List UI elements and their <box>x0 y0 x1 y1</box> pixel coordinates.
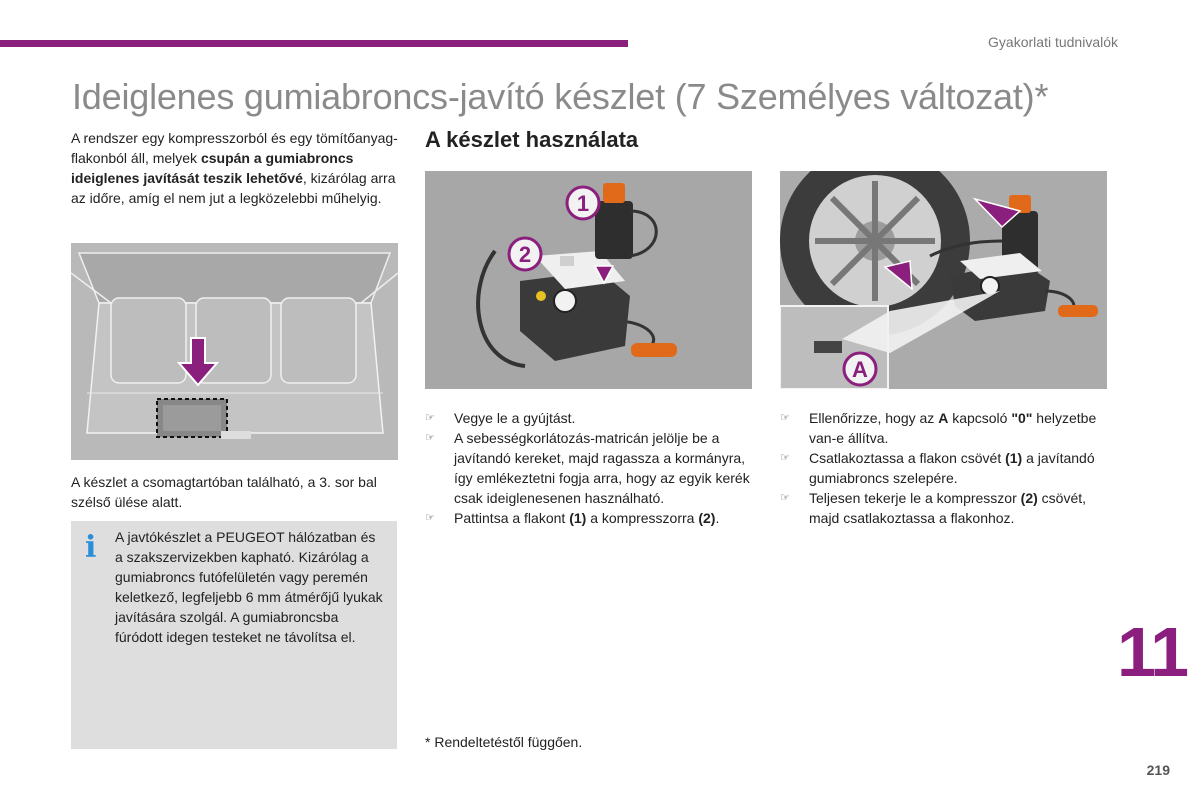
step-bold: (1) <box>569 510 587 526</box>
step-text: Teljesen tekerje le a kompresszor <box>809 490 1021 506</box>
pointing-hand-icon: ☞ <box>425 511 435 524</box>
step-text: a kompresszorra <box>586 510 699 526</box>
list-item <box>780 408 1110 448</box>
page-number: 219 <box>1146 762 1170 778</box>
info-icon: i <box>85 530 97 565</box>
step-bold: "0" <box>1011 410 1033 426</box>
list-item <box>780 488 1110 528</box>
step-text: Pattintsa a flakont <box>454 510 570 526</box>
list-item <box>425 508 755 528</box>
list-item <box>780 448 1110 488</box>
chapter-number: 11 <box>1117 613 1187 691</box>
pointing-hand-icon: ☞ <box>780 451 790 464</box>
footnote: * Rendeltetéstől függően. <box>425 734 583 750</box>
intro-paragraph <box>71 128 401 208</box>
step-bold: (1) <box>1005 450 1023 466</box>
figure2-label-a: A <box>852 357 868 382</box>
step-text: Csatlakoztassa a flakon csövét <box>809 450 1006 466</box>
step-bold: (2) <box>698 510 716 526</box>
step-bold: (2) <box>1020 490 1038 506</box>
trunk-caption: A készlet a csomagtartóban található, a 3. sor bal szélső ülése alatt. <box>71 474 377 510</box>
step-text: . <box>715 510 720 526</box>
step-text: a javítandó gumiabroncs szelepére. <box>809 450 1095 486</box>
pointing-hand-icon: ☞ <box>780 411 790 424</box>
step-text: kapcsoló <box>948 410 1012 426</box>
info-box <box>71 521 397 749</box>
step-text: helyzetbe van-e állítva. <box>809 410 1097 446</box>
step-text: csövét, majd csatlakoztassa a flakonhoz. <box>809 490 1087 526</box>
section-title: Gyakorlati tudnivalók <box>988 34 1118 50</box>
list-item <box>425 408 755 428</box>
header-accent-bar <box>0 40 628 47</box>
step-text: Vegye le a gyújtást. <box>454 410 576 426</box>
step-text: A sebességkorlátozás-matricán jelölje be a javítandó kereket, majd ragassza a kormányra, így emlékeztetni fogja arra, hogy az egyik kerék csak ideiglenesenen használható. <box>454 430 750 506</box>
steps-list-left <box>425 408 755 528</box>
pointing-hand-icon: ☞ <box>425 431 435 444</box>
figure1-label-1: 1 <box>576 191 590 216</box>
step-bold: A <box>938 410 949 426</box>
trunk-illustration <box>71 243 398 460</box>
list-item <box>425 428 755 508</box>
figure1-label-2: 2 <box>518 242 532 267</box>
tyre-connection-illustration <box>780 171 1107 389</box>
pointing-hand-icon: ☞ <box>780 491 790 504</box>
pointing-hand-icon: ☞ <box>425 411 435 424</box>
intro-text-1: A rendszer egy kompresszorból és egy tömítőanyag-flakonból áll, melyek <box>71 130 398 166</box>
intro-text-2: , kizárólag arra az időre, amíg el nem jut a legközelebbi műhelyig. <box>71 170 396 206</box>
intro-text-bold: csupán a gumiabroncs ideiglenes javítását teszik lehetővé <box>71 150 354 186</box>
compressor-kit-illustration <box>425 171 752 389</box>
page-title: Ideiglenes gumiabroncs-javító készlet (7 Személyes változat)* <box>72 76 1049 117</box>
info-text: A javtókészlet a PEUGEOT hálózatban és a szakszervizekben kapható. Kizárólag a gumiabroncs futófelületén vagy peremén keletkező, legfeljebb 6 mm átmérőjű lyukak javítására szolgál. A gumiabroncsba fúródott idegen testeket ne távolítsa el. <box>115 529 383 645</box>
usage-title: A készlet használata <box>425 127 639 152</box>
step-text: Ellenőrizze, hogy az <box>809 410 939 426</box>
steps-list-right <box>780 408 1110 528</box>
